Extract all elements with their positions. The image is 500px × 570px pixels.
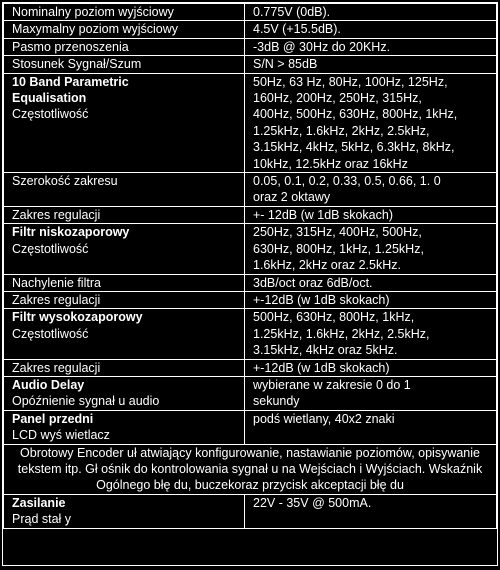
- spec-label-cell: [4, 291, 245, 308]
- specification-table-body: [4, 4, 497, 529]
- spec-label-cell: [4, 376, 245, 410]
- spec-section-heading: Equalisation: [12, 91, 87, 106]
- spec-label: Szerokość zakresu: [12, 174, 118, 189]
- spec-value: -3dB @ 30Hz do 20KHz.: [253, 39, 391, 54]
- spec-value: 3dB/oct oraz 6dB/oct.: [253, 275, 373, 290]
- spec-value: 22V - 35V @ 500mA.: [253, 495, 372, 510]
- spec-value-cell: [245, 359, 497, 376]
- spec-label-cell: [4, 494, 245, 528]
- spec-label-cell: [4, 21, 245, 38]
- spec-value: 3.15kHz, 4kHz oraz 5kHz.: [253, 343, 398, 358]
- spec-value: 10kHz, 12.5kHz oraz 16kHz: [253, 156, 408, 171]
- spec-value-cell: [245, 206, 497, 223]
- spec-value: 500Hz, 630Hz, 800Hz, 1kHz,: [253, 310, 415, 325]
- spec-value-cell: [245, 291, 497, 308]
- spec-value: 1.25kHz, 1.6kHz, 2kHz, 2.5kHz,: [253, 123, 430, 138]
- spec-label-cell: [4, 206, 245, 223]
- spec-label-cell: [4, 38, 245, 55]
- spec-value: S/N > 85dB: [253, 57, 318, 72]
- spec-value: 160Hz, 200Hz, 250Hz, 315Hz,: [253, 91, 422, 106]
- spec-label: Maxymalny poziom wyjściowy: [12, 22, 179, 37]
- spec-value: podś wietlany, 40x2 znaki: [253, 411, 395, 426]
- spec-label: Stosunek Sygnał/Szum: [12, 57, 142, 72]
- spec-value-cell: [245, 274, 497, 291]
- spec-row: [4, 173, 497, 207]
- spec-label: Częstotliwość: [12, 326, 89, 341]
- spec-row: [4, 274, 497, 291]
- spec-value-cell: [245, 494, 497, 528]
- spec-value-cell: [245, 173, 497, 207]
- spec-section-heading: Filtr wysokozaporowy: [12, 310, 143, 325]
- spec-value-cell: [245, 410, 497, 444]
- spec-label: Częstotliwość: [12, 241, 89, 256]
- spec-label-cell: [4, 73, 245, 172]
- spec-label-cell: [4, 359, 245, 376]
- spec-value: 630Hz, 800Hz, 1kHz, 1.25kHz,: [253, 241, 424, 256]
- spec-value-cell: [245, 73, 497, 172]
- spec-value: 4.5V (+15.5dB).: [253, 22, 341, 37]
- spec-value-cell: [245, 38, 497, 55]
- spec-label-cell: [4, 56, 245, 73]
- spec-row: [4, 410, 497, 444]
- spec-value: 1.25kHz, 1.6kHz, 2kHz, 2.5kHz,: [253, 326, 430, 341]
- spec-label: Zakres regulacji: [12, 207, 101, 222]
- spec-value-cell: [245, 56, 497, 73]
- spec-value-cell: [245, 4, 497, 21]
- spec-value: +- 12dB (w 1dB skokach): [253, 207, 393, 222]
- spec-value: wybierane w zakresie 0 do 1: [253, 377, 411, 392]
- spec-value: +-12dB (w 1dB skokach): [253, 360, 390, 375]
- spec-label-cell: [4, 4, 245, 21]
- spec-description-text: Obrotowy Encoder uł atwiający konfigurowanie, nastawianie poziomów, opisywanie tekstem itp. Gł ośnik do kontrolowania sygnał u na Wejściach i Wyjściach. Wskaźnik Ogólnego błę du, buczekoraz przycisk akceptacji błę du: [17, 445, 483, 493]
- spec-row: [4, 73, 497, 172]
- spec-value: 50Hz, 63 Hz, 80Hz, 100Hz, 125Hz,: [253, 74, 448, 89]
- spec-value: 400Hz, 500Hz, 630Hz, 800Hz, 1kHz,: [253, 107, 458, 122]
- spec-label: LCD wyś wietlacz: [12, 428, 110, 443]
- spec-row: [4, 376, 497, 410]
- spec-value: oraz 2 oktawy: [253, 190, 331, 205]
- spec-row: [4, 4, 497, 21]
- spec-row: [4, 444, 497, 494]
- spec-section-heading: 10 Band Parametric: [12, 74, 129, 89]
- spec-sheet: [2, 2, 498, 566]
- spec-value: 3.15kHz, 4kHz, 5kHz, 6.3kHz, 8kHz,: [253, 140, 455, 155]
- spec-row: [4, 224, 497, 274]
- spec-label: Prąd stał y: [12, 512, 72, 527]
- spec-row: [4, 56, 497, 73]
- spec-label-cell: [4, 309, 245, 359]
- spec-label: Zakres regulacji: [12, 292, 101, 307]
- spec-row: [4, 494, 497, 528]
- spec-value-cell: [245, 376, 497, 410]
- spec-value: sekundy: [253, 394, 300, 409]
- spec-row: [4, 38, 497, 55]
- specification-table: [3, 3, 497, 529]
- spec-label: Częstotliwość: [12, 107, 89, 122]
- spec-label: Nominalny poziom wyjściowy: [12, 5, 174, 19]
- spec-label-cell: [4, 224, 245, 274]
- spec-value-cell: [245, 224, 497, 274]
- spec-value: 1.6kHz, 2kHz oraz 2.5kHz.: [253, 258, 401, 273]
- spec-row: [4, 309, 497, 359]
- spec-value: 0.775V (0dB).: [253, 5, 331, 19]
- spec-label: Opóźnienie sygnał u audio: [12, 394, 160, 409]
- spec-section-heading: Audio Delay: [12, 377, 85, 392]
- spec-value: 250Hz, 315Hz, 400Hz, 500Hz,: [253, 225, 422, 240]
- spec-row: [4, 291, 497, 308]
- spec-row: [4, 359, 497, 376]
- spec-row: [4, 206, 497, 223]
- spec-label: Nachylenie filtra: [12, 275, 101, 290]
- spec-label: Zakres regulacji: [12, 360, 101, 375]
- spec-label-cell: [4, 274, 245, 291]
- spec-value-cell: [245, 309, 497, 359]
- spec-section-heading: Filtr niskozaporowy: [12, 225, 130, 240]
- spec-section-heading: Zasilanie: [12, 495, 66, 510]
- spec-section-heading: Panel przedni: [12, 411, 94, 426]
- spec-value: 0.05, 0.1, 0.2, 0.33, 0.5, 0.66, 1. 0: [253, 174, 441, 189]
- spec-label-cell: [4, 173, 245, 207]
- spec-label: Pasmo przenoszenia: [12, 39, 129, 54]
- spec-value-cell: [245, 21, 497, 38]
- spec-row: [4, 21, 497, 38]
- spec-label-cell: [4, 410, 245, 444]
- spec-value: +-12dB (w 1dB skokach): [253, 292, 390, 307]
- spec-description-cell: [4, 444, 497, 494]
